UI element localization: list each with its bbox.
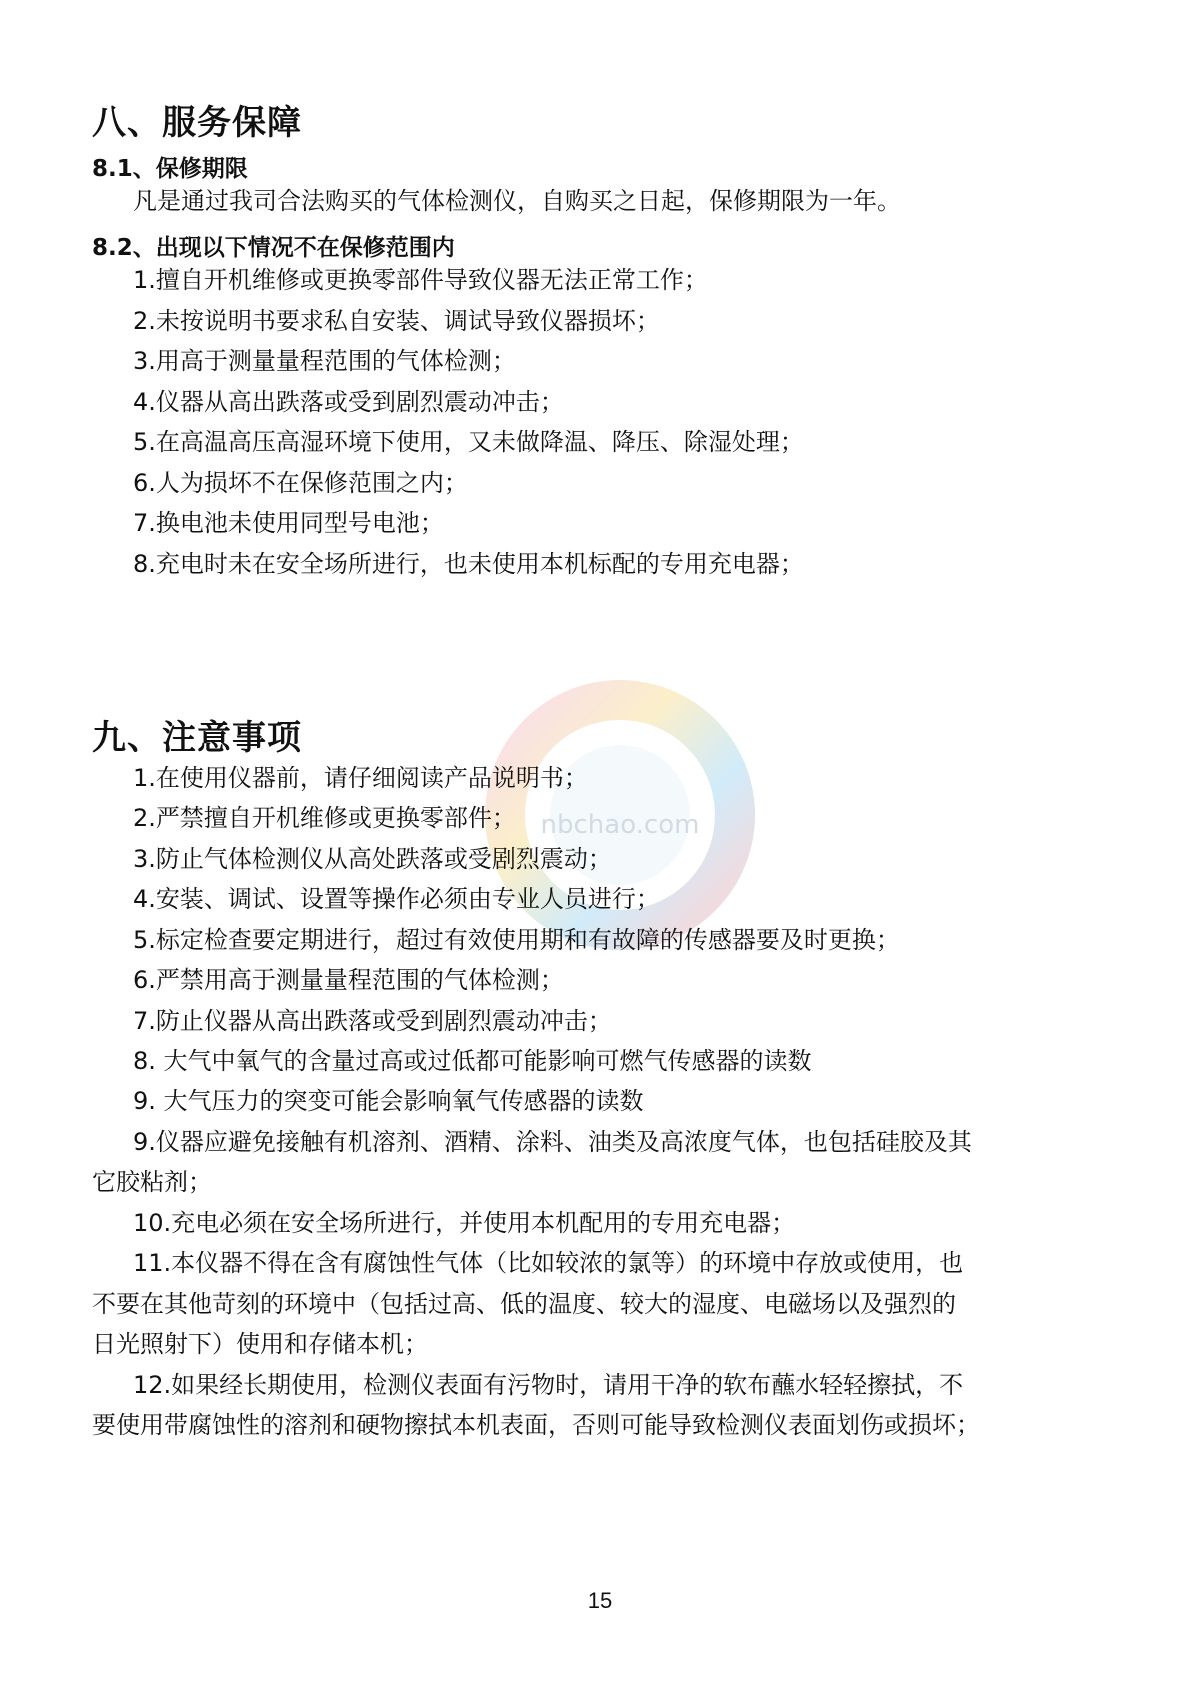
precaution-item: 6.严禁用高于测量量程范围的气体检测； <box>133 966 564 994</box>
exclusion-item: 1.擅自开机维修或更换零部件导致仪器无法正常工作； <box>133 266 708 294</box>
precaution-item-line: 要使用带腐蚀性的溶剂和硬物擦拭本机表面，否则可能导致检测仪表面划伤或损坏； <box>92 1411 980 1439</box>
exclusion-item: 2.未按说明书要求私自安装、调试导致仪器损坏； <box>133 307 660 335</box>
section-8-1-title: 8.1、保修期限 <box>92 156 248 182</box>
precaution-item-line: 不要在其他苛刻的环境中（包括过高、低的温度、较大的湿度、电磁场以及强烈的 <box>92 1290 956 1318</box>
precaution-item: 7.防止仪器从高出跌落或受到剧烈震动冲击； <box>133 1007 612 1035</box>
precaution-item-line: 12.如果经长期使用，检测仪表面有污物时，请用干净的软布蘸水轻轻擦拭，不 <box>133 1371 964 1399</box>
precaution-item: 8. 大气中氧气的含量过高或过低都可能影响可燃气传感器的读数 <box>133 1047 812 1075</box>
exclusion-item: 3.用高于测量量程范围的气体检测； <box>133 347 516 375</box>
section-8-2-title: 8.2、出现以下情况不在保修范围内 <box>92 235 455 261</box>
section-8-title: 八、服务保障 <box>92 103 302 143</box>
svg-text:nbchao.com: nbchao.com <box>540 810 700 840</box>
precaution-item-line: 它胶粘剂； <box>92 1168 212 1196</box>
exclusion-item: 8.充电时未在安全场所进行，也未使用本机标配的专用充电器； <box>133 550 804 578</box>
page-number: 15 <box>587 1588 613 1613</box>
exclusion-item: 4.仪器从高出跌落或受到剧烈震动冲击； <box>133 388 564 416</box>
precaution-item-line: 11.本仪器不得在含有腐蚀性气体（比如较浓的氯等）的环境中存放或使用，也 <box>133 1249 964 1277</box>
precaution-item: 10.充电必须在安全场所进行，并使用本机配用的专用充电器； <box>133 1209 796 1237</box>
exclusion-item: 6.人为损坏不在保修范围之内； <box>133 469 468 497</box>
precaution-item: 9. 大气压力的突变可能会影响氧气传感器的读数 <box>133 1087 644 1115</box>
precaution-item: 1.在使用仪器前，请仔细阅读产品说明书； <box>133 764 588 792</box>
precaution-item-line: 9.仪器应避免接触有机溶剂、酒精、涂料、油类及高浓度气体，也包括硅胶及其 <box>133 1128 972 1156</box>
exclusion-item: 5.在高温高压高湿环境下使用，又未做降温、降压、除湿处理； <box>133 428 804 456</box>
precaution-item: 5.标定检查要定期进行，超过有效使用期和有故障的传感器要及时更换； <box>133 926 900 954</box>
precaution-item: 4.安装、调试、设置等操作必须由专业人员进行； <box>133 885 660 913</box>
section-9-title: 九、注意事项 <box>92 718 302 758</box>
exclusion-item: 7.换电池未使用同型号电池； <box>133 509 444 537</box>
warranty-period-text: 凡是通过我司合法购买的气体检测仪，自购买之日起，保修期限为一年。 <box>133 187 901 215</box>
precaution-item: 2.严禁擅自开机维修或更换零部件； <box>133 804 516 832</box>
precaution-item: 3.防止气体检测仪从高处跌落或受剧烈震动； <box>133 845 612 873</box>
precaution-item-line: 日光照射下）使用和存储本机； <box>92 1330 428 1358</box>
